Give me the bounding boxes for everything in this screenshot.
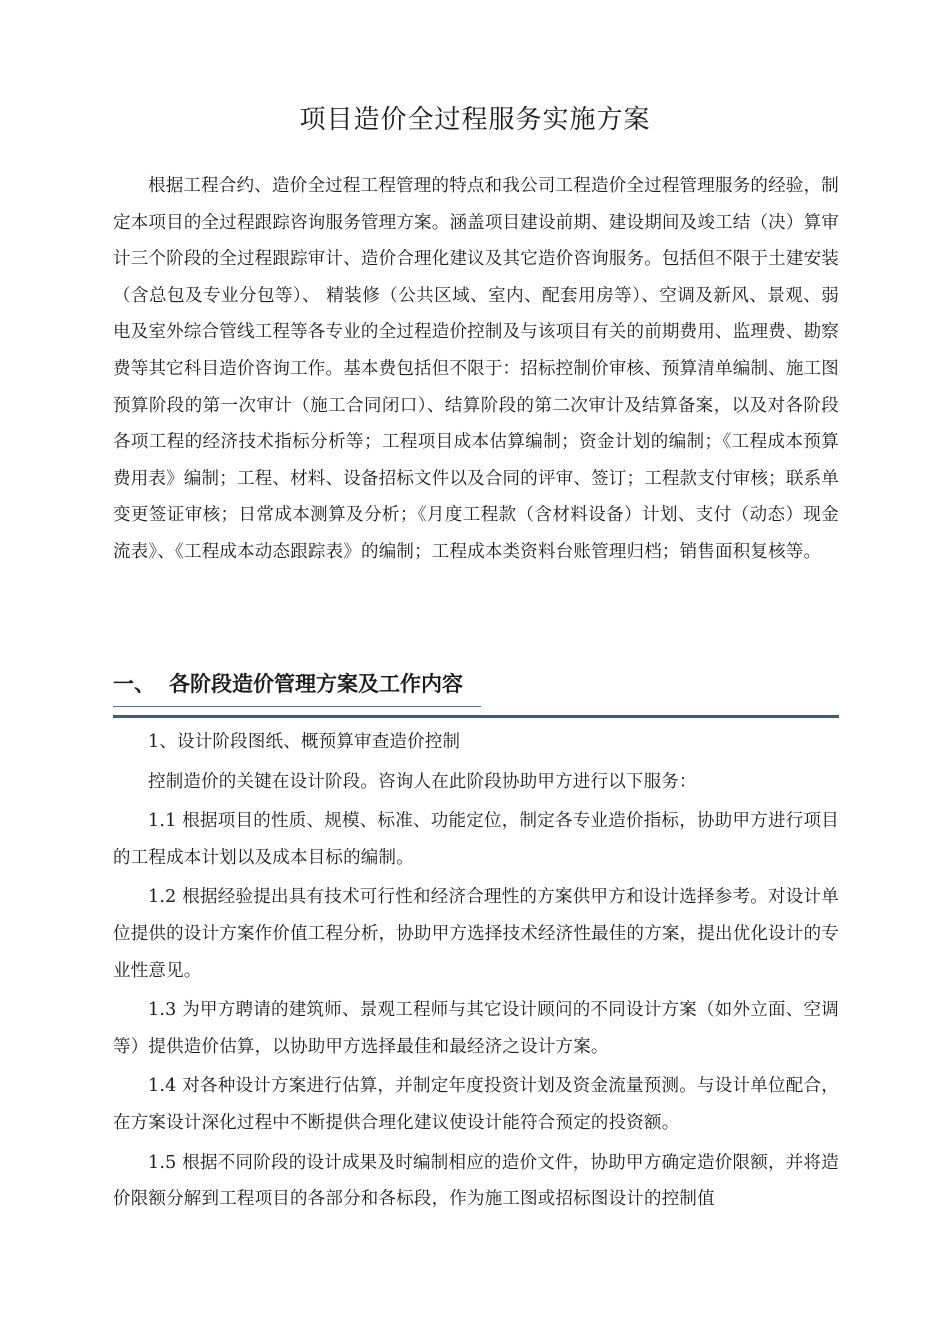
heading-underline (113, 706, 481, 707)
section-heading (113, 664, 839, 718)
section-number: 一、 (113, 672, 155, 696)
body-paragraph: 1.5 根据不同阶段的设计成果及时编制相应的造价文件，协助甲方确定造价限额，并将造价限额分解到工程项目的各部分和各标段，作为施工图或招标图设计的控制值 (113, 1152, 839, 1210)
intro-paragraph: 根据工程合约、造价全过程工程管理的特点和我公司工程造价全过程管理服务的经验，制定本项目的全过程跟踪咨询服务管理方案。涵盖项目建设前期、建设期间及竣工结（决）算审计三个阶段的全过程跟踪审计、造价合理化建议及其它造价咨询服务。包括但不限于土建安装（含总包及专业分包等）、 精装修（公共区域、室内、配套用房等）、空调及新风、景观、弱电及室外综合管线工程等各专业的全过程造价控制及与该项目有关的前期费用、监理费、勘察费等其它科目造价咨询工作。基本费包括但不限于：招标控制价审核、预算清单编制、施工图预算阶段的第一次审计（施工合同闭口）、结算阶段的第二次审计及结算备案，以及对各阶段各项工程的经济技术指标分析等；工程项目成本估算编制；资金计划的编制；《工程成本预算费用表》编制；工程、材料、设备招标文件以及合同的评审、签订；工程款支付审核；联系单变更签证审核；日常成本测算及分析；《月度工程款（含材料设备）计划、支付（动态）现金流表》、《工程成本动态跟踪表》的编制；工程成本类资料台账管理归档；销售面积复核等。 (113, 176, 839, 562)
section-divider (113, 715, 839, 718)
subsection-heading: 1、设计阶段图纸、概预算审查造价控制 (148, 732, 461, 752)
section-title: 各阶段造价管理方案及工作内容 (169, 672, 463, 696)
body-paragraph: 控制造价的关键在设计阶段。咨询人在此阶段协助甲方进行以下服务： (148, 771, 697, 792)
document-title: 项目造价全过程服务实施方案 (299, 105, 651, 135)
section-body (113, 724, 839, 1218)
section-heading-text (113, 664, 463, 704)
body-paragraph: 1.4 对各种设计方案进行估算，并制定年度投资计划及资金流量预测。与设计单位配合，在方案设计深化过程中不断提供合理化建议使设计能符合预定的投资额。 (113, 1076, 839, 1133)
body-paragraph: 1.1 根据项目的性质、规模、标准、功能定位，制定各专业造价指标，协助甲方进行项目的工程成本计划以及成本目标的编制。 (113, 811, 839, 868)
body-paragraph: 1.2 根据经验提出具有技术可行性和经济合理性的方案供甲方和设计选择参考。对设计单位提供的设计方案作价值工程分析，协助甲方选择技术经济性最佳的方案，提出优化设计的专业性意见。 (113, 887, 839, 981)
body-paragraph: 1.3 为甲方聘请的建筑师、景观工程师与其它设计顾问的不同设计方案（如外立面、空调等）提供造价估算，以协助甲方选择最佳和最经济之设计方案。 (113, 1000, 839, 1057)
